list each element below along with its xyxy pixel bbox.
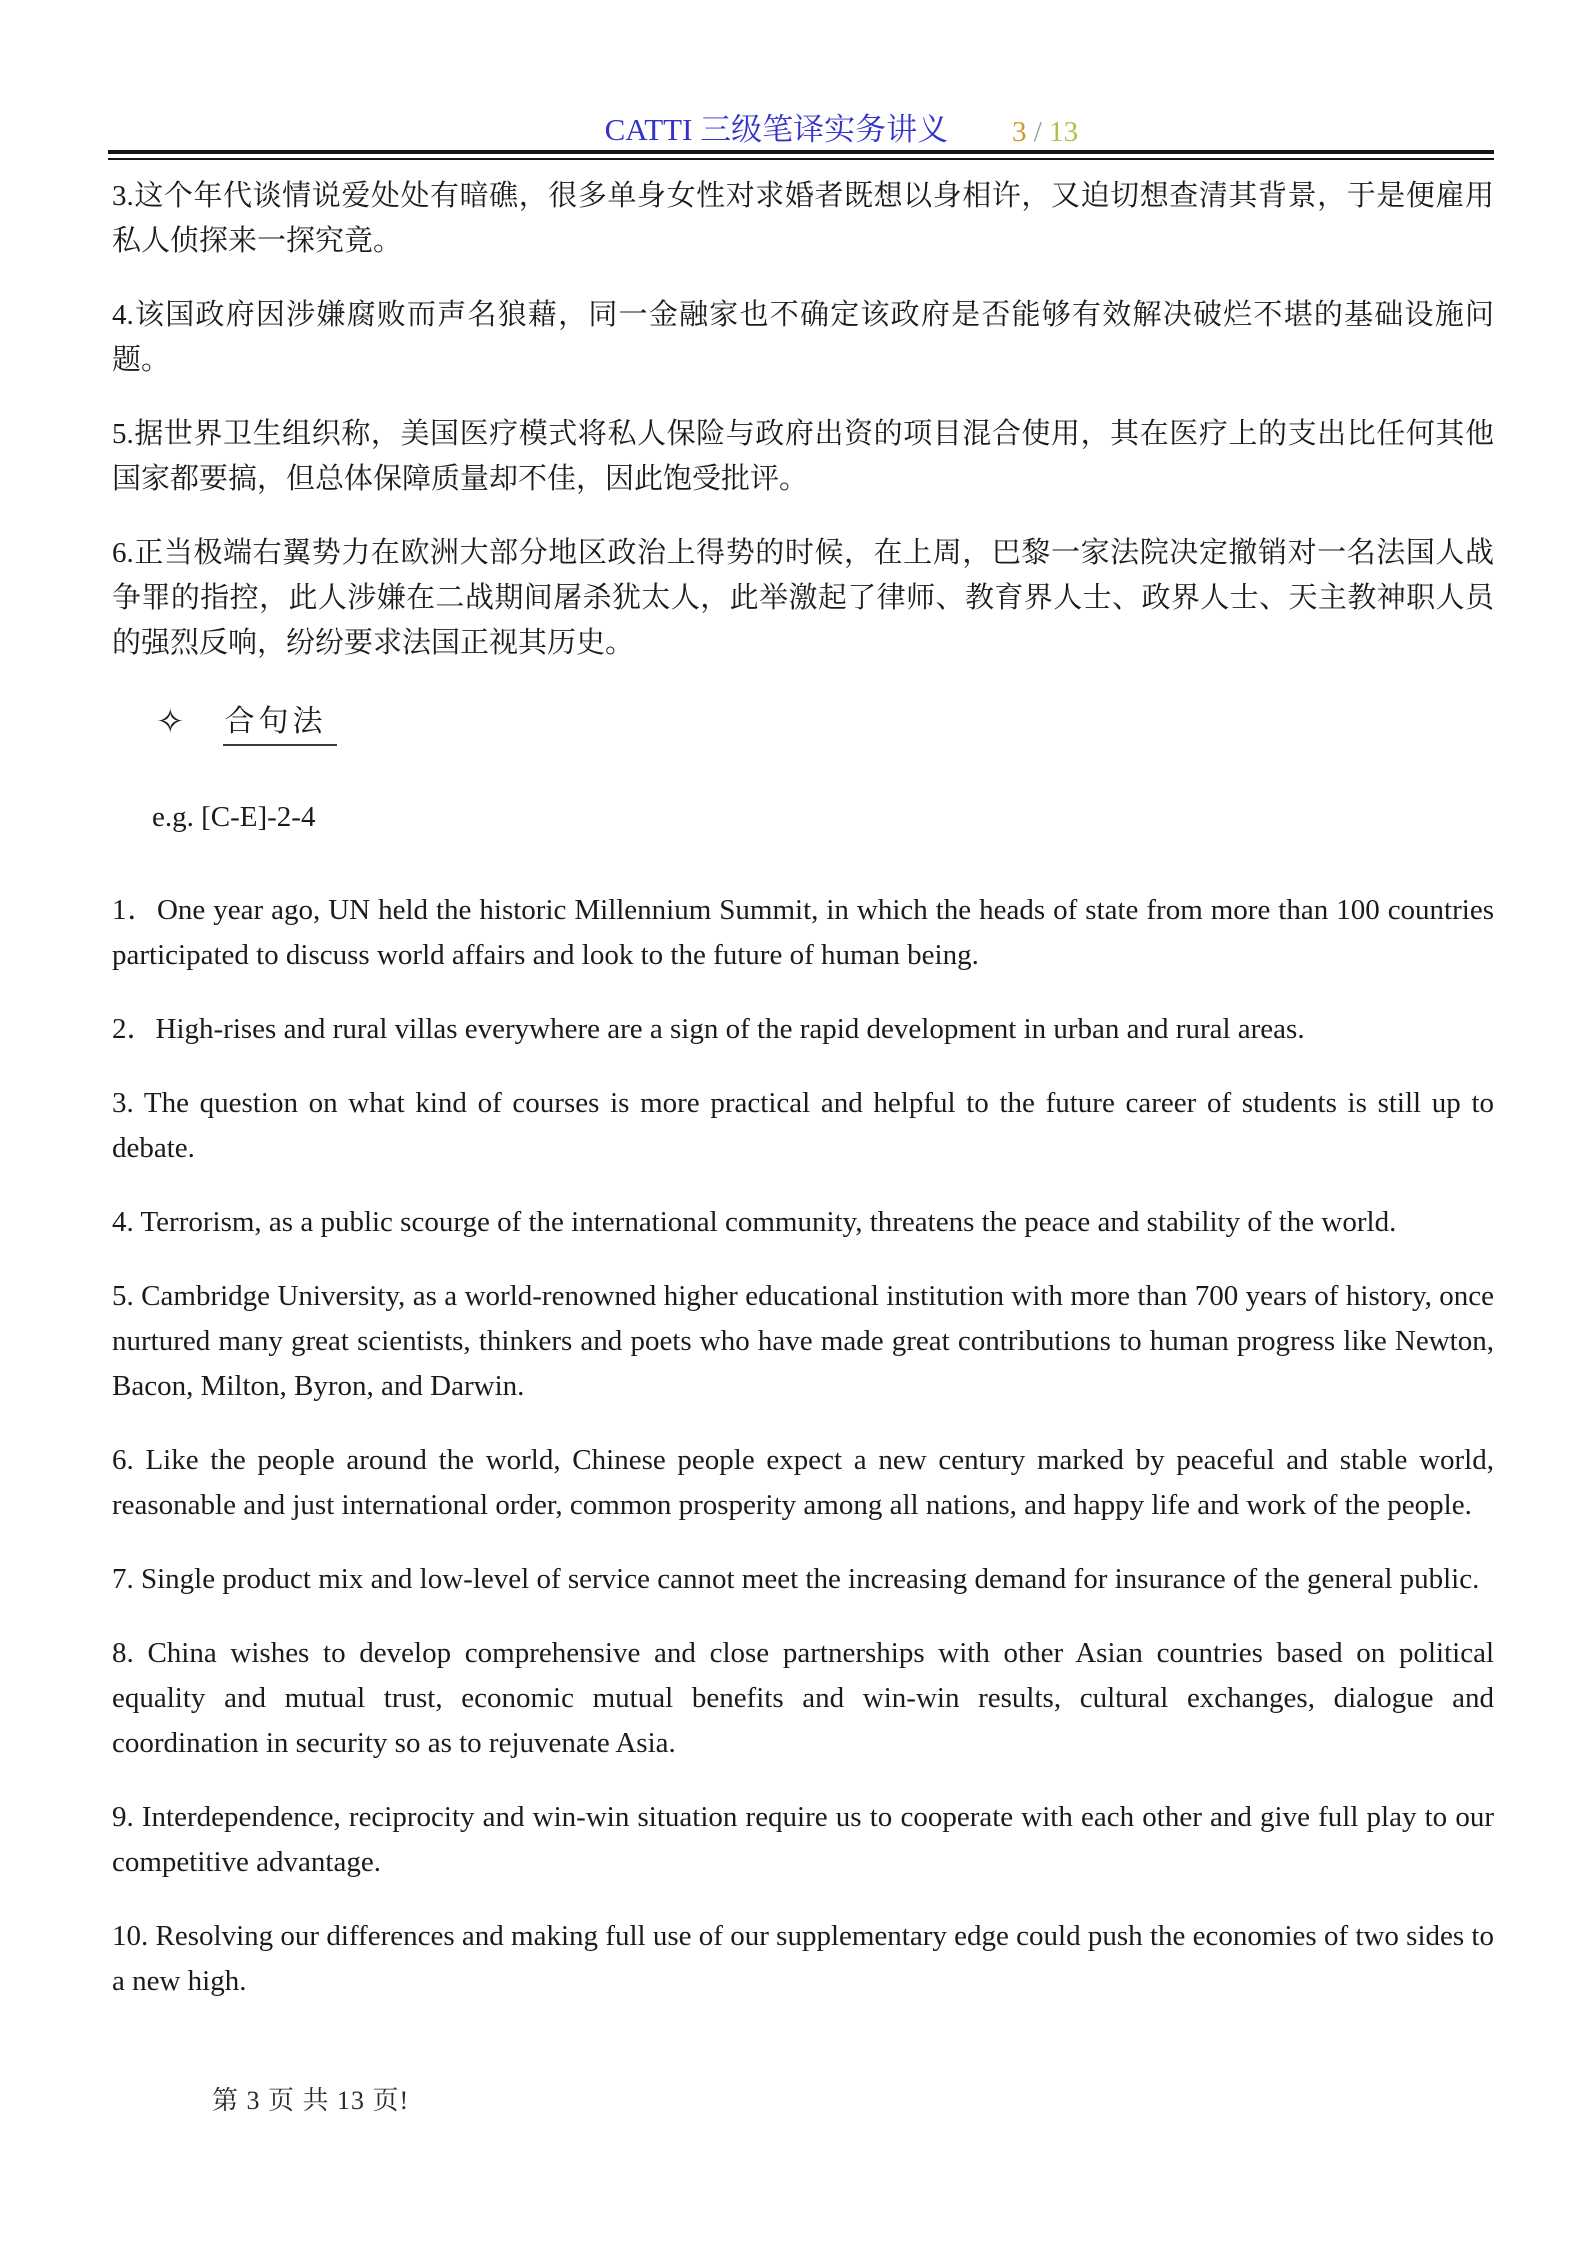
- english-item-6: 6. Like the people around the world, Chinese people expect a new century marked by peaceful and stable world, reasonable and just international order, common prosperity among all nations, and happy life and work of the people.: [112, 1444, 1494, 1521]
- document-body: [0, 160, 1594, 2004]
- english-item-3: 3. The question on what kind of courses is more practical and helpful to the future career of students is still up to debate.: [112, 1087, 1494, 1164]
- english-item-5: 5. Cambridge University, as a world-renowned higher educational institution with more than 700 years of history, once nurtured many great scientists, thinkers and poets who have made great contributions to human progress like Newton, Bacon, Milton, Byron, and Darwin.: [112, 1280, 1494, 1402]
- english-item-8: 8. China wishes to develop comprehensive and close partnerships with other Asian countries based on political equality and mutual trust, economic mutual benefits and win-win results, cultural exchanges, dialogue and coordination in security so as to rejuvenate Asia.: [112, 1637, 1494, 1759]
- english-item-9: 9. Interdependence, reciprocity and win-win situation require us to cooperate with each other and give full play to our competitive advantage.: [112, 1801, 1494, 1878]
- header-page-current: 3: [1012, 116, 1027, 148]
- header-title: CATTI 三级笔译实务讲义: [604, 112, 949, 147]
- english-item-10: 10. Resolving our differences and making full use of our supplementary edge could push the economies of two sides to a new high.: [112, 1920, 1494, 1997]
- chinese-paragraph-3: 3.这个年代谈情说爱处处有暗礁，很多单身女性对求婚者既想以身相许，又迫切想查清其背景，于是便雇用私人侦探来一探究竟。: [112, 180, 1494, 257]
- header-page-separator: /: [1026, 116, 1050, 148]
- section-heading-text: 合句法: [223, 705, 337, 746]
- page-footer: 第 3 页 共 13 页!: [212, 2086, 410, 2115]
- header-page-indicator: [1012, 114, 1078, 150]
- example-label: e.g. [C-E]-2-4: [152, 801, 316, 833]
- header-rule: [108, 150, 1494, 160]
- english-item-4: 4. Terrorism, as a public scourge of the international community, threatens the peace and stability of the world.: [112, 1206, 1397, 1238]
- header-page-total: 13: [1049, 116, 1079, 148]
- section-heading: [112, 702, 1494, 743]
- english-item-7: 7. Single product mix and low-level of service cannot meet the increasing demand for insurance of the general public.: [112, 1563, 1480, 1595]
- page-header: [0, 0, 1594, 150]
- english-item-1: 1．One year ago, UN held the historic Millennium Summit, in which the heads of state from more than 100 countries participated to discuss world affairs and look to the future of human being.: [112, 894, 1494, 971]
- chinese-paragraph-5: 5.据世界卫生组织称，美国医疗模式将私人保险与政府出资的项目混合使用，其在医疗上的支出比任何其他国家都要搞，但总体保障质量却不佳，因此饱受批评。: [112, 418, 1494, 495]
- diamond-bullet-icon: ✧: [156, 704, 185, 741]
- chinese-paragraph-4: 4.该国政府因涉嫌腐败而声名狼藉，同一金融家也不确定该政府是否能够有效解决破烂不堪的基础设施问题。: [112, 299, 1494, 376]
- chinese-paragraph-6: 6.正当极端右翼势力在欧洲大部分地区政治上得势的时候，在上周，巴黎一家法院决定撤销对一名法国人战争罪的指控，此人涉嫌在二战期间屠杀犹太人，此举激起了律师、教育界人士、政界人士、天主教神职人员的强烈反响，纷纷要求法国正视其历史。: [112, 537, 1494, 659]
- english-item-2: 2．High-rises and rural villas everywhere are a sign of the rapid development in urban and rural areas.: [112, 1013, 1305, 1045]
